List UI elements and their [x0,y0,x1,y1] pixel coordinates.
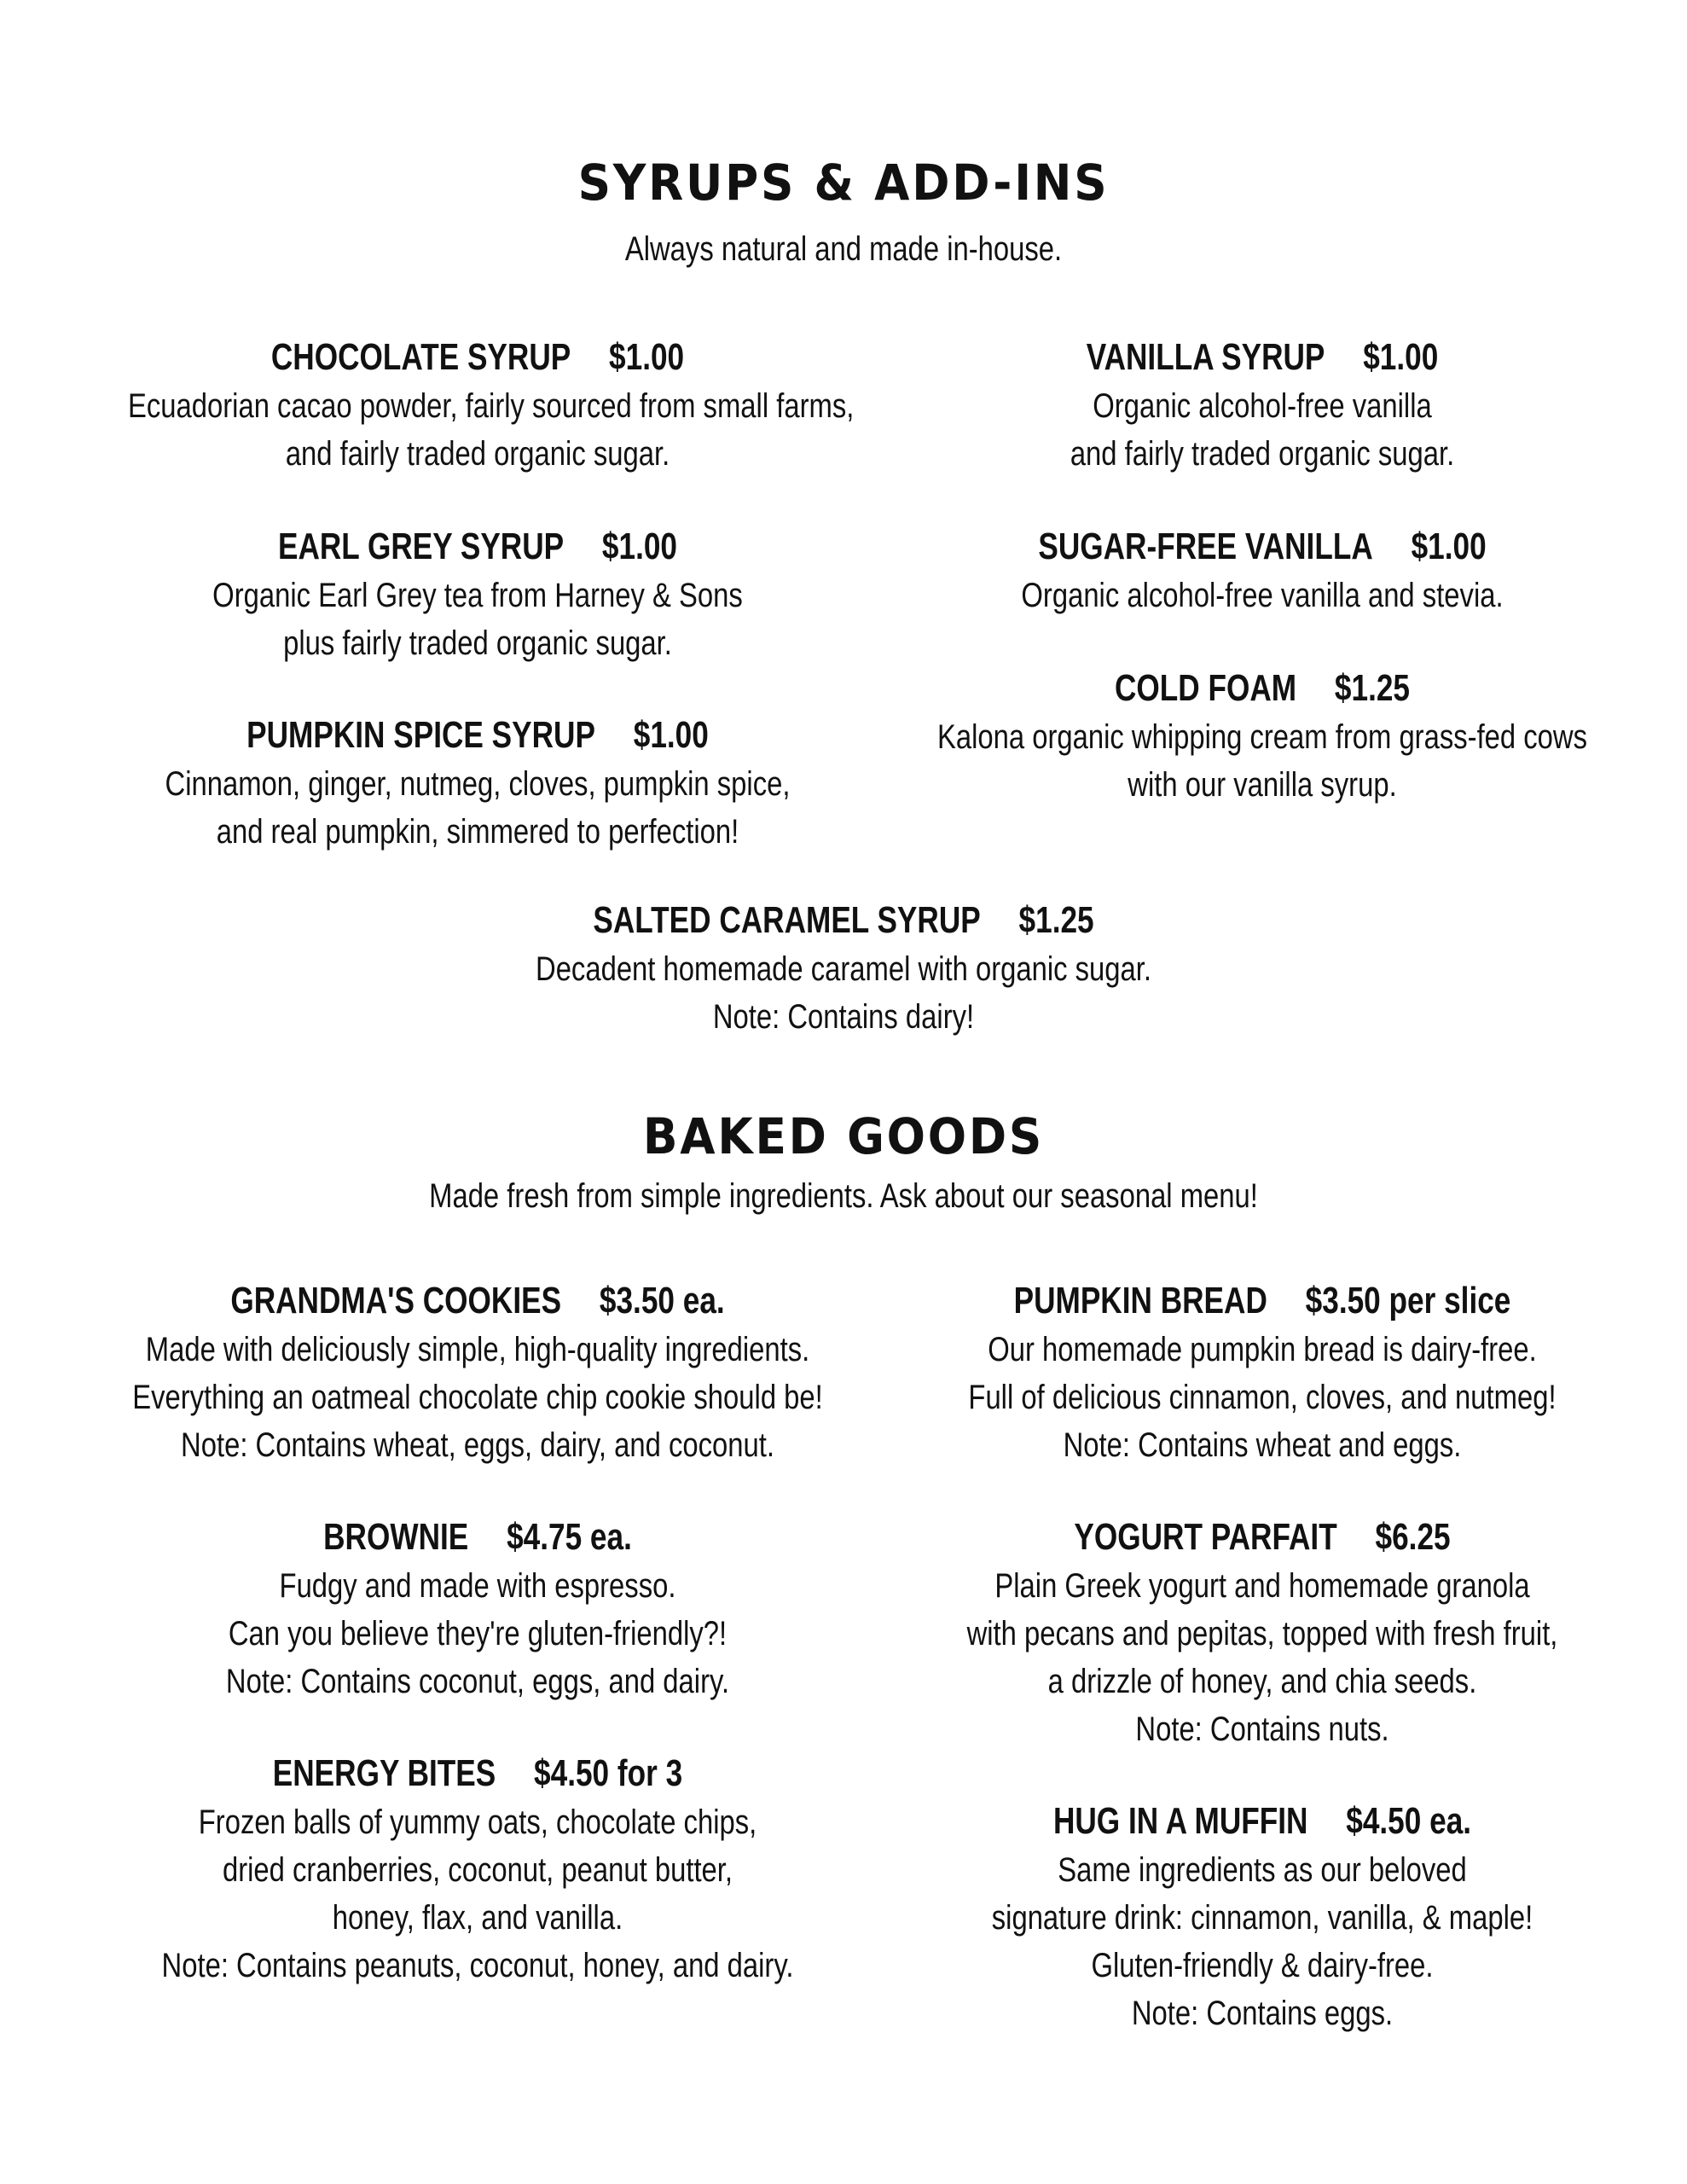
item-price: $4.50 for 3 [534,1752,683,1794]
item-heading [921,1513,1603,1562]
menu-item-vanilla-syrup [836,333,1687,478]
menu-item-brownie [51,1513,904,1705]
menu-item-cold-foam [836,664,1687,809]
item-description-line: Decadent homemade caramel with organic sugar. [536,950,1151,988]
item-heading [921,1797,1603,1846]
item-heading [136,711,819,760]
item-name: HUG IN A MUFFIN [1052,1800,1308,1842]
menu-item-pumpkin-spice-syrup [51,711,904,856]
baked-goods-section-title: BAKED GOODS [642,1107,1045,1165]
item-description-line: and fairly traded organic sugar. [1070,435,1455,473]
item-description-line: Our homemade pumpkin bread is dairy-free. [988,1331,1537,1368]
item-heading [921,1276,1603,1326]
item-description-line: Frozen balls of yummy oats, chocolate chips, [198,1804,757,1841]
item-price: $6.25 [1375,1516,1451,1558]
syrups-section-title: SYRUPS & ADD-INS [577,154,1110,212]
item-name: GRANDMA'S COOKIES [230,1280,562,1321]
item-description-line: dried cranberries, coconut, peanut butter, [222,1851,733,1889]
item-price: $4.75 ea. [507,1516,632,1558]
item-heading [921,522,1603,572]
item-description-line: Organic alcohol-free vanilla [1093,387,1432,425]
item-description-line: Note: Contains wheat and eggs. [1063,1426,1462,1464]
item-description-line: Note: Contains coconut, eggs, and dairy. [225,1663,730,1700]
item-description-line: Can you believe they're gluten-friendly?! [228,1615,728,1653]
menu-item-grandmas-cookies [51,1276,904,1469]
item-description-line: Same ingredients as our beloved [1058,1851,1467,1889]
item-price: $1.00 [609,336,685,378]
item-heading [136,1276,819,1326]
item-description-line: Cinnamon, ginger, nutmeg, cloves, pumpkin spice, [165,765,791,803]
item-price: $4.50 ea. [1346,1800,1472,1842]
item-description-line: Ecuadorian cacao powder, fairly sourced from small farms, [128,387,855,425]
item-price: $3.50 per slice [1305,1280,1511,1321]
item-name: SUGAR-FREE VANILLA [1038,526,1373,567]
item-description-line: Fudgy and made with espresso. [279,1567,676,1605]
item-heading [136,333,819,382]
item-name: COLD FOAM [1114,667,1297,709]
item-description-line: honey, flax, and vanilla. [332,1899,623,1937]
menu-item-earl-grey-syrup [51,522,904,667]
item-name: SALTED CARAMEL SYRUP [593,899,981,941]
item-price: $1.00 [1363,336,1439,378]
item-heading [921,333,1603,382]
menu-item-pumpkin-bread [836,1276,1687,1469]
item-description-line: Everything an oatmeal chocolate chip cookie should be! [132,1379,823,1416]
item-name: PUMPKIN SPICE SYRUP [246,714,595,756]
item-description-line: Note: Contains wheat, eggs, dairy, and coconut. [181,1426,774,1464]
item-description-line: Note: Contains nuts. [1135,1711,1389,1748]
item-name: ENERGY BITES [272,1752,496,1794]
baked-goods-section-subtitle: Made fresh from simple ingredients. Ask about our seasonal menu! [429,1177,1258,1215]
item-heading [136,1749,819,1798]
item-description-line: Made with deliciously simple, high-quality ingredients. [145,1331,810,1368]
item-name: YOGURT PARFAIT [1074,1516,1337,1558]
item-description-line: Gluten-friendly & dairy-free. [1091,1947,1434,1984]
item-name: BROWNIE [323,1516,469,1558]
menu-item-energy-bites [51,1749,904,1989]
item-price: $1.25 [1334,667,1410,709]
item-description-line: plus fairly traded organic sugar. [283,624,672,662]
item-price: $1.00 [633,714,709,756]
item-name: CHOCOLATE SYRUP [270,336,571,378]
menu-item-hug-in-a-muffin [836,1797,1687,2037]
item-description-line: signature drink: cinnamon, vanilla, & maple! [991,1899,1533,1937]
item-name: EARL GREY SYRUP [277,526,565,567]
item-name: VANILLA SYRUP [1086,336,1325,378]
item-heading [921,664,1603,713]
item-description-line: Note: Contains dairy! [712,998,975,1036]
menu-item-sugar-free-vanilla [836,522,1687,619]
item-description-line: Note: Contains peanuts, coconut, honey, and dairy. [161,1947,794,1984]
item-heading [136,1513,819,1562]
item-description-line: Plain Greek yogurt and homemade granola [994,1567,1530,1605]
item-description-line: with pecans and pepitas, topped with fresh fruit, [966,1615,1558,1653]
item-description-line: Full of delicious cinnamon, cloves, and nutmeg! [968,1379,1557,1416]
item-price: $3.50 ea. [599,1280,725,1321]
syrups-section-subtitle: Always natural and made in-house. [624,230,1063,268]
item-description-line: Organic alcohol-free vanilla and stevia. [1021,577,1504,614]
item-description-line: and real pumpkin, simmered to perfection! [216,813,739,851]
menu-item-salted-caramel-syrup [417,896,1270,1041]
item-description-line: with our vanilla syrup. [1128,766,1397,804]
item-description-line: and fairly traded organic sugar. [285,435,670,473]
item-heading [136,522,819,572]
item-description-line: Kalona organic whipping cream from grass-fed cows [936,718,1588,756]
item-price: $1.00 [1411,526,1487,567]
menu-item-chocolate-syrup [51,333,904,478]
item-heading [502,896,1185,945]
item-description-line: Note: Contains eggs. [1131,1995,1394,2032]
item-description-line: a drizzle of honey, and chia seeds. [1047,1663,1477,1700]
item-price: $1.25 [1018,899,1094,941]
item-price: $1.00 [601,526,678,567]
item-description-line: Organic Earl Grey tea from Harney & Sons [212,577,743,614]
item-name: PUMPKIN BREAD [1013,1280,1267,1321]
menu-item-yogurt-parfait [836,1513,1687,1753]
